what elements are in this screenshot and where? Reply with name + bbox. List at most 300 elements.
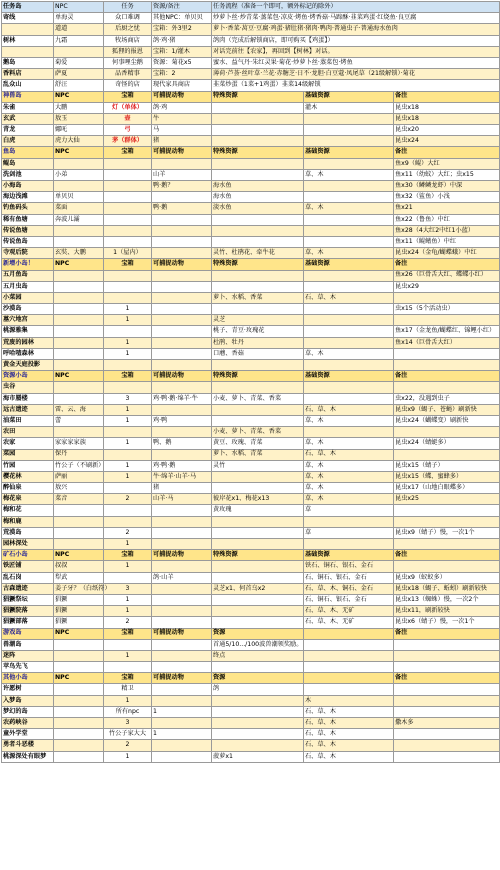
table-cell [394,315,500,326]
table-cell: 鸡·鸭 [152,415,212,426]
table-cell: NPC [54,371,104,382]
table-cell: 1 [104,315,152,326]
table-cell: 虎力大仙 [54,136,104,147]
table-cell [104,203,152,214]
table-cell: 1 [104,650,152,661]
table-cell: 鱼岛 [2,147,54,158]
table-cell: 草、木 [304,494,394,505]
table-cell [394,662,500,673]
table-cell: 菜园 [2,449,54,460]
table-cell: 猖獗 [54,594,104,605]
table-cell [304,393,394,404]
table-cell: 园林深处 [2,539,54,550]
table-cell: 稀有鱼塘 [2,214,54,225]
table-cell [394,561,500,572]
table-cell: 昆虫x20 [394,125,500,136]
table-cell: 竹公子家大大 [104,729,152,740]
table-cell: NPC [54,628,104,639]
table-cell [152,639,212,650]
table-cell: 农田 [2,427,54,438]
table-row [2,662,500,673]
header-row [2,2,500,13]
table-cell [152,662,212,673]
table-cell [54,46,104,57]
table-cell: 杜鹃、牡丹 [212,337,304,348]
table-cell [212,516,304,527]
table-cell: 备注 [394,371,500,382]
table-cell: 昆虫x24（蜻蜓多） [394,438,500,449]
table-row [2,572,500,583]
table-cell [212,483,304,494]
table-cell: 白虎 [2,136,54,147]
section-header-row [2,91,500,102]
table-cell: 1 [104,561,152,572]
table-row [2,360,500,371]
table-cell: 昆虫x6（蜻子）慢，一次1个 [394,617,500,628]
table-cell [394,292,500,303]
table-row [2,337,500,348]
table-cell [54,695,104,706]
table-row [2,471,500,482]
table-cell: 海水鱼 [212,192,304,203]
table-cell [152,617,212,628]
table-cell: 朱雀 [2,102,54,113]
table-row [2,136,500,147]
table-cell [304,136,394,147]
table-cell [304,304,394,315]
table-cell [304,326,394,337]
table-cell: 荒漠岛 [2,527,54,538]
table-cell: 狐狸的报恩 [104,46,152,57]
table-cell [54,225,104,236]
table-cell [152,304,212,315]
table-cell: 昆虫x9（蜻子）慢，一次1个 [394,527,500,538]
table-row [2,225,500,236]
table-row [2,695,500,706]
table-cell [212,695,304,706]
table-cell: 宝箱 [104,673,152,684]
table-cell: 可捕捉动物 [152,147,212,158]
table-cell [152,214,212,225]
table-cell: 可捕捉动物 [152,673,212,684]
table-cell [152,594,212,605]
table-row [2,158,500,169]
table-row [2,192,500,203]
table-cell [104,382,152,393]
table-cell: 备注 [394,628,500,639]
table-cell: 鱼x28（4大红2中红1小蓝） [394,225,500,236]
table-cell: 备注 [394,550,500,561]
table-cell: 昆虫x11，刷新较快 [394,606,500,617]
table-row [2,594,500,605]
table-cell: 五月虫岛 [2,281,54,292]
table-cell [54,348,104,359]
table-cell: 草、木 [304,483,394,494]
table-cell: 昆虫x18（蝎子、蚯蚓）刷新较快 [394,583,500,594]
table-row [2,348,500,359]
table-cell [304,158,394,169]
table-cell: 1 [104,471,152,482]
table-cell: 虫x15（5个活动虫） [394,304,500,315]
table-cell [54,718,104,729]
table-cell: 山羊 [152,169,212,180]
table-cell [212,539,304,550]
table-cell: 1 [104,404,152,415]
table-cell [304,192,394,203]
table-cell: 鱼x17（金龙鱼/蝴蝶红、锦鲤小红） [394,326,500,337]
table-cell [394,729,500,740]
table-cell: 敖兴 [54,483,104,494]
table-row [2,13,500,24]
table-cell: 首通5/10.../100波兽潮领奖励。 [212,639,304,650]
table-cell: 鸡·鸭·鹅·绵羊·牛 [152,393,212,404]
table-cell: 马 [152,125,212,136]
table-cell: 特殊资源 [212,259,304,270]
table-cell [212,606,304,617]
table-cell [104,639,152,650]
table-cell: 3 [104,718,152,729]
table-cell [394,650,500,661]
table-row [2,539,500,550]
table-cell: 铁匠铺 [2,561,54,572]
table-cell: 牛·绵羊·山羊·马 [152,471,212,482]
table-cell: 农药峡谷 [2,718,54,729]
table-cell [152,516,212,527]
table-cell: 备注 [394,673,500,684]
table-row [2,203,500,214]
table-cell [152,404,212,415]
table-row [2,527,500,538]
table-cell [104,181,152,192]
table-cell: 草、木 [304,248,394,259]
table-cell: 草、木 [304,460,394,471]
table-cell: 其他NPC：单贝贝 [152,13,212,24]
table-cell: 保丹 [54,449,104,460]
table-cell: 后厨之忧 [104,24,152,35]
table-cell: 壶 [104,113,152,124]
table-cell: 资源 [212,673,304,684]
table-cell: 菜面 [54,203,104,214]
table-cell: 昆虫x15（蜻子） [394,460,500,471]
table-cell: 萨丽 [54,471,104,482]
table-cell [104,662,152,673]
table-row [2,751,500,762]
table-cell: 兽潮岛 [2,639,54,650]
table-cell [54,360,104,371]
table-cell [304,181,394,192]
table-cell: 钓鱼码头 [2,203,54,214]
table-cell: 精卫 [104,684,152,695]
table-cell: 新增小岛！ [2,259,54,270]
table-cell: 现代家具商店 [152,80,212,91]
table-cell: 家家家家族 [54,438,104,449]
table-cell [152,337,212,348]
table-cell: 1 [104,695,152,706]
table-cell: 雷、云、海 [54,404,104,415]
table-cell: 草、木 [304,203,394,214]
table-cell: 石、草、木 [304,740,394,751]
table-row [2,606,500,617]
table-cell [394,539,500,550]
table-cell [212,270,304,281]
table-row [2,69,500,80]
table-cell [304,113,394,124]
table-cell: 鸽 [212,684,304,695]
table-cell: 猖獗 [54,617,104,628]
table-cell: 寄线 [2,13,54,24]
table-cell [104,225,152,236]
table-cell: NPC [54,673,104,684]
table-cell [152,539,212,550]
table-cell: 墓穴地宫 [2,315,54,326]
table-cell [212,527,304,538]
table-cell: 任务岛 [2,2,54,13]
table-cell: 梦幻的岛 [2,706,54,717]
table-cell [212,594,304,605]
table-cell: 萝卜、水稻、香菜 [212,292,304,303]
table-row [2,404,500,415]
table-cell [54,684,104,695]
table-cell: NPC [54,550,104,561]
table-row [2,494,500,505]
table-cell: 昆虫x24（蝴蝶变）刷新快 [394,415,500,426]
table-cell [304,650,394,661]
table-cell: 昆虫x13（蜘蛛）慢，一次2个 [394,594,500,605]
table-cell: 鸭·鹅？ [152,181,212,192]
table-cell [394,427,500,438]
table-cell: 海边浅滩 [2,192,54,203]
table-cell [104,169,152,180]
table-cell [152,449,212,460]
table-cell: 何事哩尘鹅 [104,57,152,68]
table-cell: 鱼x32（鲨鱼）小浅 [394,192,500,203]
table-cell: 矿石小岛 [2,550,54,561]
table-cell: 任务流程（准备一个即可，额外标记的除外） [212,2,500,13]
table-cell: 黄金天庭投影 [2,360,54,371]
table-cell [54,639,104,650]
table-cell: 炒萝卜丝·炒青菜·蒸菜包·凉皮·烤鱼·烤香菇·马蹄酥·韭菜鸡蛋·红烧鱼·良豆腐 [212,13,500,24]
table-cell: 小弟 [54,169,104,180]
table-cell [54,527,104,538]
table-cell [304,639,394,650]
table-cell: 石、草、木 [304,706,394,717]
table-cell [304,125,394,136]
table-row [2,460,500,471]
table-cell: 草、木 [304,471,394,482]
table-row [2,427,500,438]
table-cell [304,281,394,292]
table-cell [394,639,500,650]
table-cell [152,248,212,259]
table-cell [304,628,394,639]
table-cell [212,360,304,371]
section-header-row [2,550,500,561]
table-cell: 草、木 [304,415,394,426]
table-cell [212,113,304,124]
table-cell: 菊爱 [54,57,104,68]
section-header-row [2,628,500,639]
table-cell: 可捕捉动物 [152,91,212,102]
table-cell [104,449,152,460]
table-cell: 基础资源 [304,91,394,102]
table-cell: 海市蜃楼 [2,393,54,404]
table-row [2,315,500,326]
table-cell: 其他小岛 [2,673,54,684]
table-cell [152,527,212,538]
table-cell: 农家 [2,438,54,449]
table-cell [54,281,104,292]
table-cell: 樱花林 [2,471,54,482]
table-cell: 舒汪 [54,80,104,91]
table-cell [104,360,152,371]
table-cell: 基础资源 [304,550,394,561]
table-cell [212,214,304,225]
table-cell: 萨夏 [54,69,104,80]
table-cell: 宝箱 [104,147,152,158]
table-cell: 1 [104,337,152,348]
table-cell: 许愿树 [2,684,54,695]
table-cell [212,572,304,583]
table-cell: 灵竹 [212,460,304,471]
table-cell: 特殊资源 [212,371,304,382]
table-cell: 石、草、木 [304,449,394,460]
table-cell: 沙漠岛 [2,304,54,315]
table-row [2,181,500,192]
table-cell: 鲲岛 [2,158,54,169]
table-cell [212,662,304,673]
table-cell: 2 [104,494,152,505]
table-cell: 玄奘、大鹏 [54,248,104,259]
table-cell [104,270,152,281]
table-cell [152,740,212,751]
table-cell: 宝箱 [104,550,152,561]
table-cell [104,427,152,438]
table-cell: 可捕捉动物 [152,628,212,639]
table-cell [152,281,212,292]
table-cell: 宝箱 [104,371,152,382]
section-header-row [2,673,500,684]
table-cell [54,382,104,393]
table-cell: 梅和鹿 [2,516,54,527]
table-row [2,639,500,650]
table-cell: 可捕捉动物 [152,259,212,270]
table-cell: 鱼x21 [394,203,500,214]
table-cell: 彼岸花x1、梅花x13 [212,494,304,505]
table-cell: 勇者斗恶楼 [2,740,54,751]
table-cell [304,214,394,225]
table-cell: 特殊资源 [212,550,304,561]
table-cell: 石、铜石、银石、金石 [304,572,394,583]
table-cell [104,483,152,494]
table-cell [152,225,212,236]
table-cell [212,169,304,180]
table-cell: 蜜水、益气丹·朱红灵果·菊花·炒萝卜丝·蒸菜包·烤鱼 [212,57,500,68]
section-header-row [2,371,500,382]
table-cell: 小麦、萝卜、青菜、香菜 [212,427,304,438]
table-cell: 可捕捉动物 [152,550,212,561]
table-cell [304,236,394,247]
table-cell [54,751,104,762]
table-cell: 猪 [152,136,212,147]
table-cell: 小海岛 [2,181,54,192]
table-row [2,35,500,46]
table-cell: 青龙 [2,125,54,136]
table-cell [212,236,304,247]
table-cell: 牛 [152,113,212,124]
table-cell: 鹅岛 [2,57,54,68]
table-row [2,706,500,717]
table-row [2,214,500,225]
table-cell: 特殊资源 [212,91,304,102]
table-cell [104,516,152,527]
table-cell: 任务 [104,2,152,13]
table-cell [54,236,104,247]
table-cell: 迷阵 [2,650,54,661]
table-cell: 洗剑池 [2,169,54,180]
table-row [2,483,500,494]
table-cell: 蕾 [54,415,104,426]
table-cell [152,292,212,303]
table-row [2,650,500,661]
table-cell: 远古遗迹 [2,404,54,415]
table-cell: 鸽·鸡·猪 [152,35,212,46]
table-cell: 鱼x14（巨骨舌大红） [394,337,500,348]
table-row [2,415,500,426]
table-cell [394,449,500,460]
table-cell [104,192,152,203]
table-cell [152,192,212,203]
table-cell [54,427,104,438]
table-cell: 1 [104,438,152,449]
table-cell: 鱼x26（巨骨舌大红、蝶蝶小红） [394,270,500,281]
table-cell: 童外学堂 [2,729,54,740]
table-cell: 1 [104,304,152,315]
table-cell: 鱼x22（鲁鱼）中红 [394,214,500,225]
table-cell [212,471,304,482]
table-cell: 单贝贝 [54,192,104,203]
table-cell [212,158,304,169]
table-row [2,113,500,124]
table-cell [152,718,212,729]
table-cell: 1 [152,706,212,717]
table-cell [304,427,394,438]
table-cell [152,270,212,281]
table-cell: 昆虫x18 [394,113,500,124]
table-cell: 3 [104,583,152,594]
table-row [2,169,500,180]
table-cell [152,695,212,706]
table-cell [54,158,104,169]
table-cell: 1 [104,751,152,762]
table-cell [104,281,152,292]
table-cell [212,729,304,740]
table-cell [394,684,500,695]
table-cell: 竹公子（不刷新） [54,460,104,471]
table-cell: 2 [104,617,152,628]
table-cell [152,348,212,359]
table-cell [54,740,104,751]
table-cell: 茅（群体） [104,136,152,147]
table-cell: 石、草、木 [304,751,394,762]
table-cell: 传说鱼塘 [2,225,54,236]
table-cell: 大鹏 [54,102,104,113]
table-cell [54,662,104,673]
table-cell: 1 [104,415,152,426]
table-cell: 油菜田 [2,415,54,426]
table-cell [104,236,152,247]
table-row [2,102,500,113]
table-cell: 灌木 [304,102,394,113]
